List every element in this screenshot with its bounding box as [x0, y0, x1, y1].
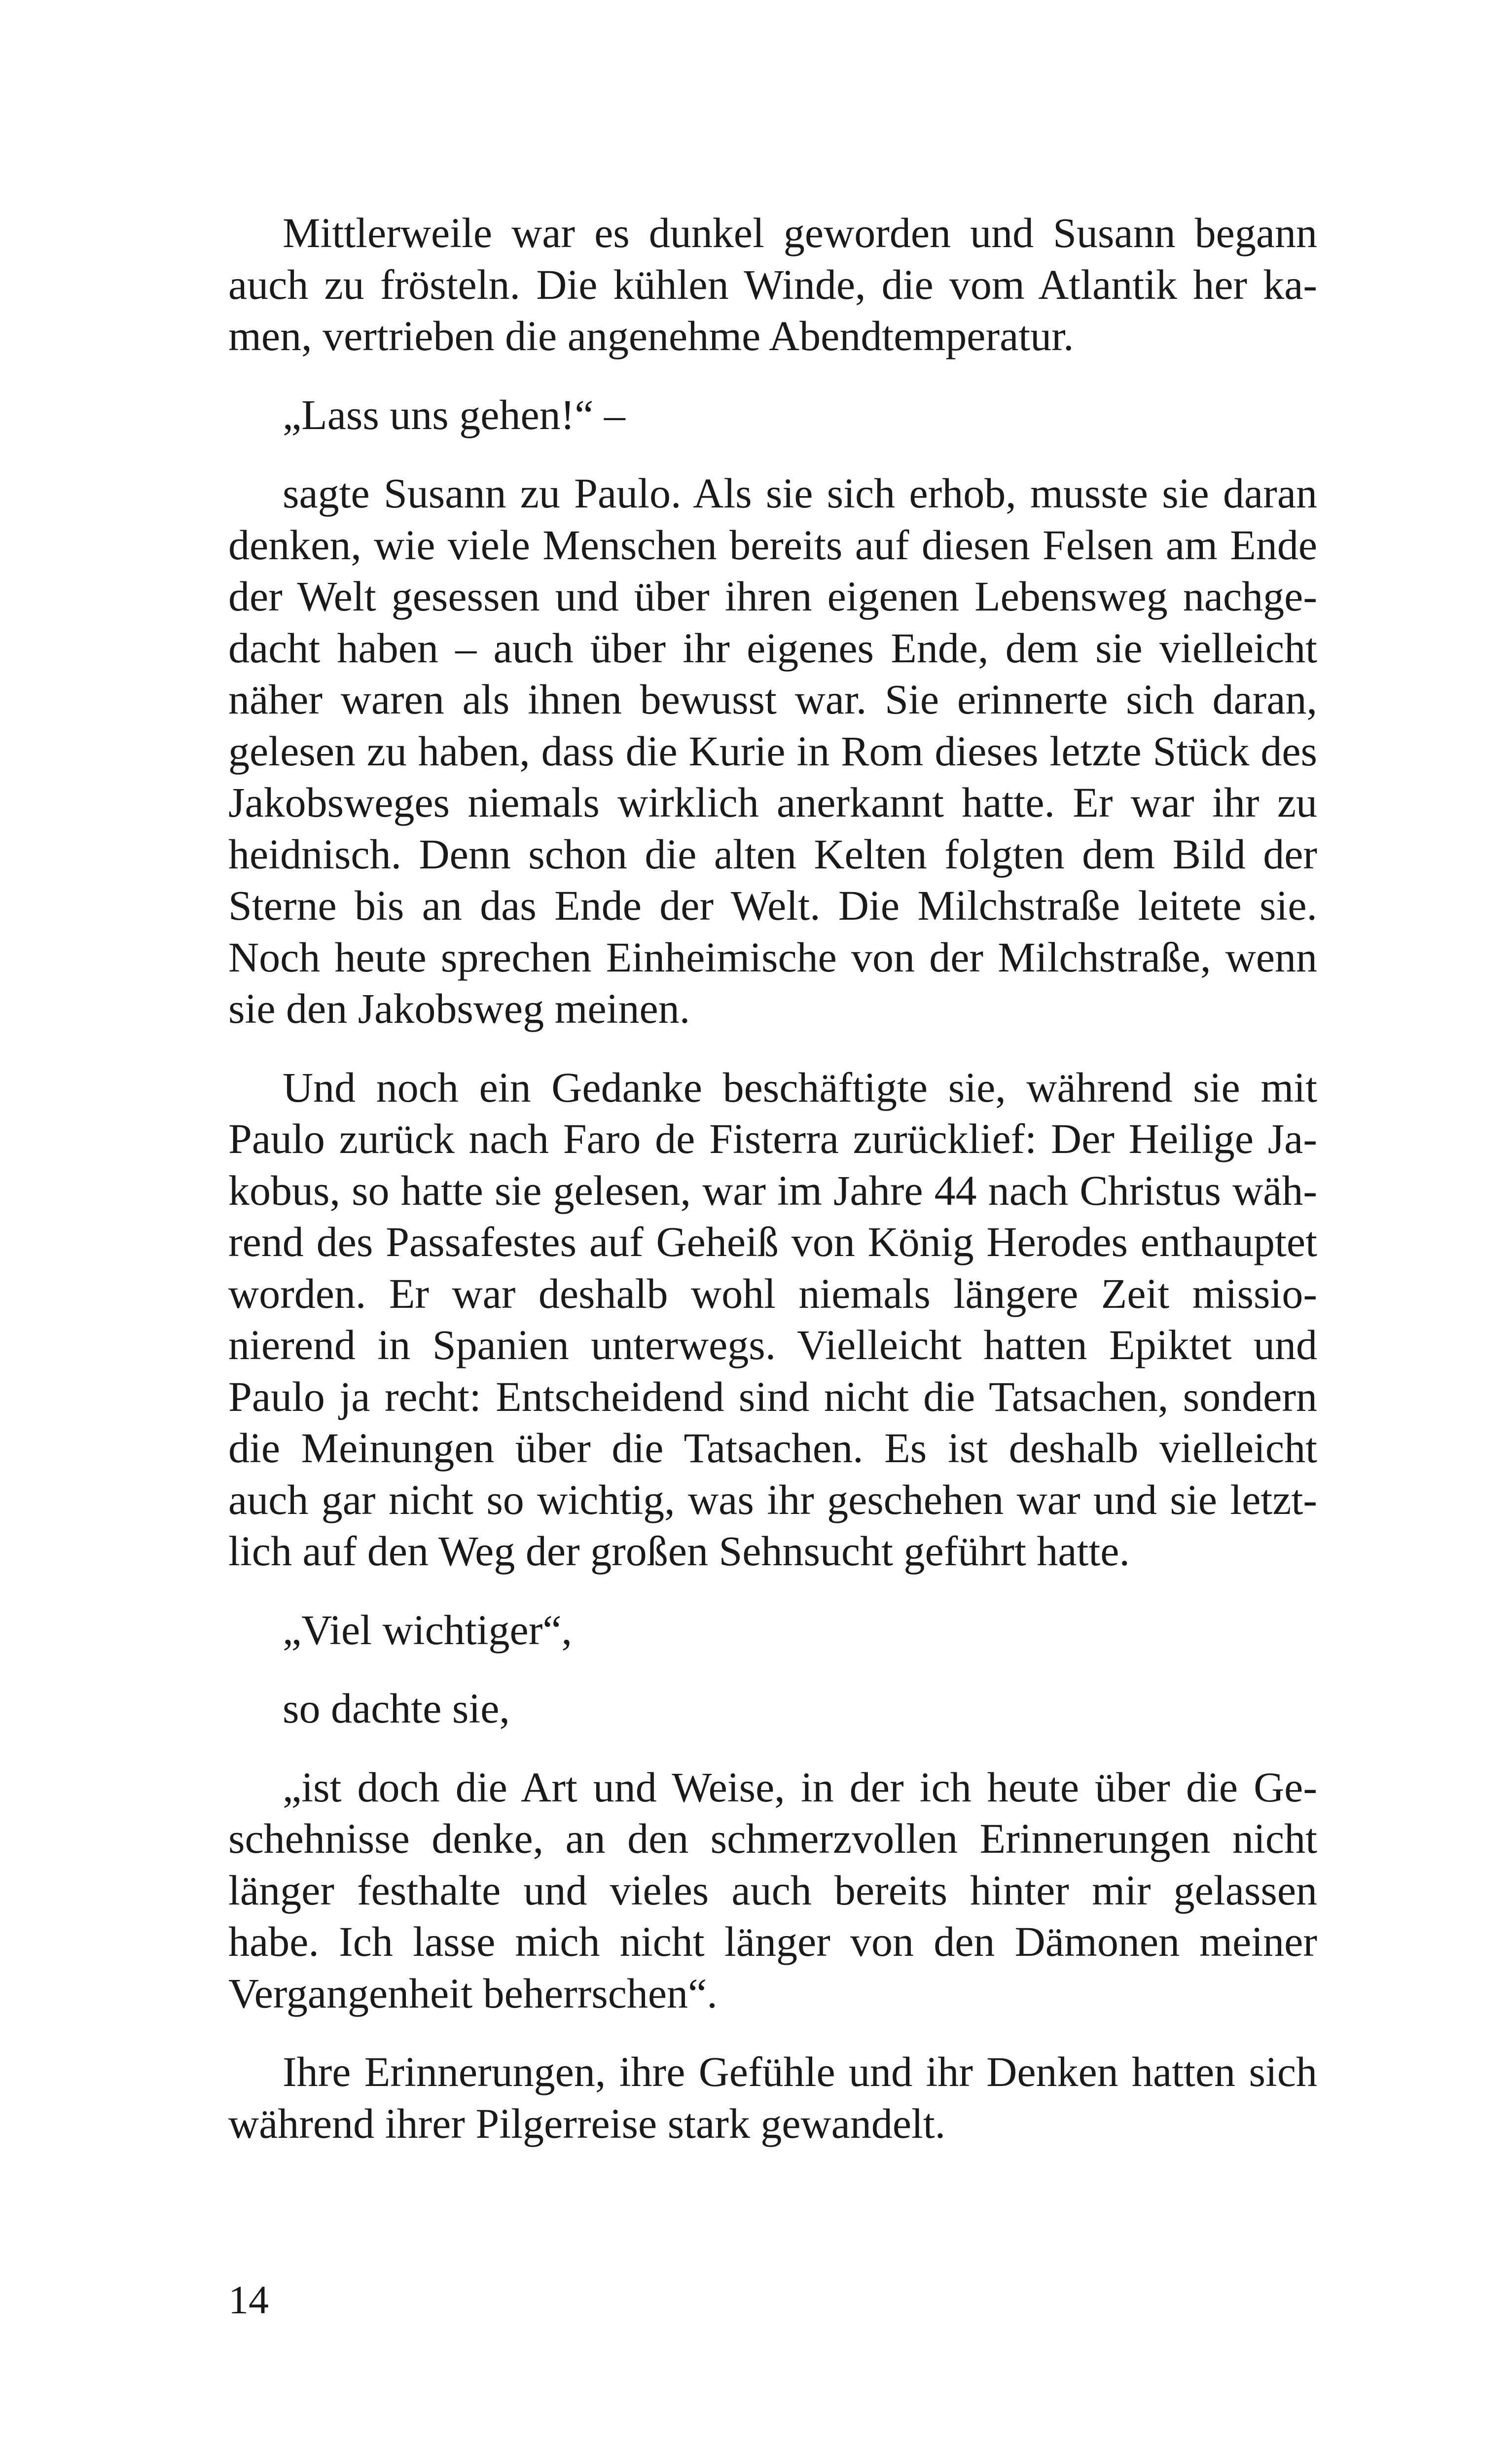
paragraph-1: Mittlerweile war es dunkel geworden und Susann begann auch zu frösteln. Die kühlen Winde, die vom Atlantik her kamen, vertrieben die angenehme Abendtemperatur.	[228, 209, 1317, 360]
page-number: 14	[228, 2277, 269, 2322]
paragraph-7: „ist doch die Art und Weise, in der ich heute über die Geschehnisse denke, an den schmerzvollen Erinnerungen nicht länger festhalte und vieles auch bereits hinter mir gelassen habe. Ich lasse mich nicht länger von den Dämonen meiner Vergangenheit beherrschen“.	[228, 1763, 1317, 2017]
paragraph-2: „Lass uns gehen!“ –	[283, 391, 625, 438]
paragraph-4: Und noch ein Gedanke beschäftigte sie, während sie mit Paulo zurück nach Faro de Fisterra zurücklief: Der Heilige Jakobus, so hatte sie gelesen, war im Jahre 44 nach Christus während des Passafestes auf Geheiß von König Herodes enthauptet worden. Er war deshalb wohl niemals längere Zeit missionierend in Spanien unterwegs. Vielleicht hatten Epiktet und Paulo ja recht: Entscheidend sind nicht die Tatsachen, sondern die Meinungen über die Tatsachen. Es ist deshalb vielleicht auch gar nicht so wichtig, was ihr geschehen war und sie letztlich auf den Weg der großen Sehnsucht geführt hatte.	[228, 1063, 1317, 1575]
paragraph-8: Ihre Erinnerungen, ihre Gefühle und ihr Denken hatten sich während ihrer Pilgerreise stark gewandelt.	[228, 2048, 1317, 2147]
paragraph-5: „Viel wichtiger“,	[283, 1606, 573, 1654]
paragraph-3: sagte Susann zu Paulo. Als sie sich erhob, musste sie daran denken, wie viele Menschen bereits auf diesen Felsen am Ende der Welt gesessen und über ihren eigenen Lebensweg nachgedacht haben – auch über ihr eigenes Ende, dem sie vielleicht näher waren als ihnen bewusst war. Sie erinnerte sich daran, gelesen zu haben, dass die Kurie in Rom dieses letzte Stück des Jakobsweges niemals wirklich anerkannt hatte. Er war ihr zu heidnisch. Denn schon die alten Kelten folgten dem Bild der Sterne bis an das Ende der Welt. Die Milchstraße leitete sie. Noch heute sprechen Einheimische von der Milchstraße, wenn sie den Jakobsweg meinen.	[228, 469, 1317, 1032]
paragraph-6: so dachte sie,	[283, 1685, 510, 1732]
body-text	[228, 207, 1317, 2149]
